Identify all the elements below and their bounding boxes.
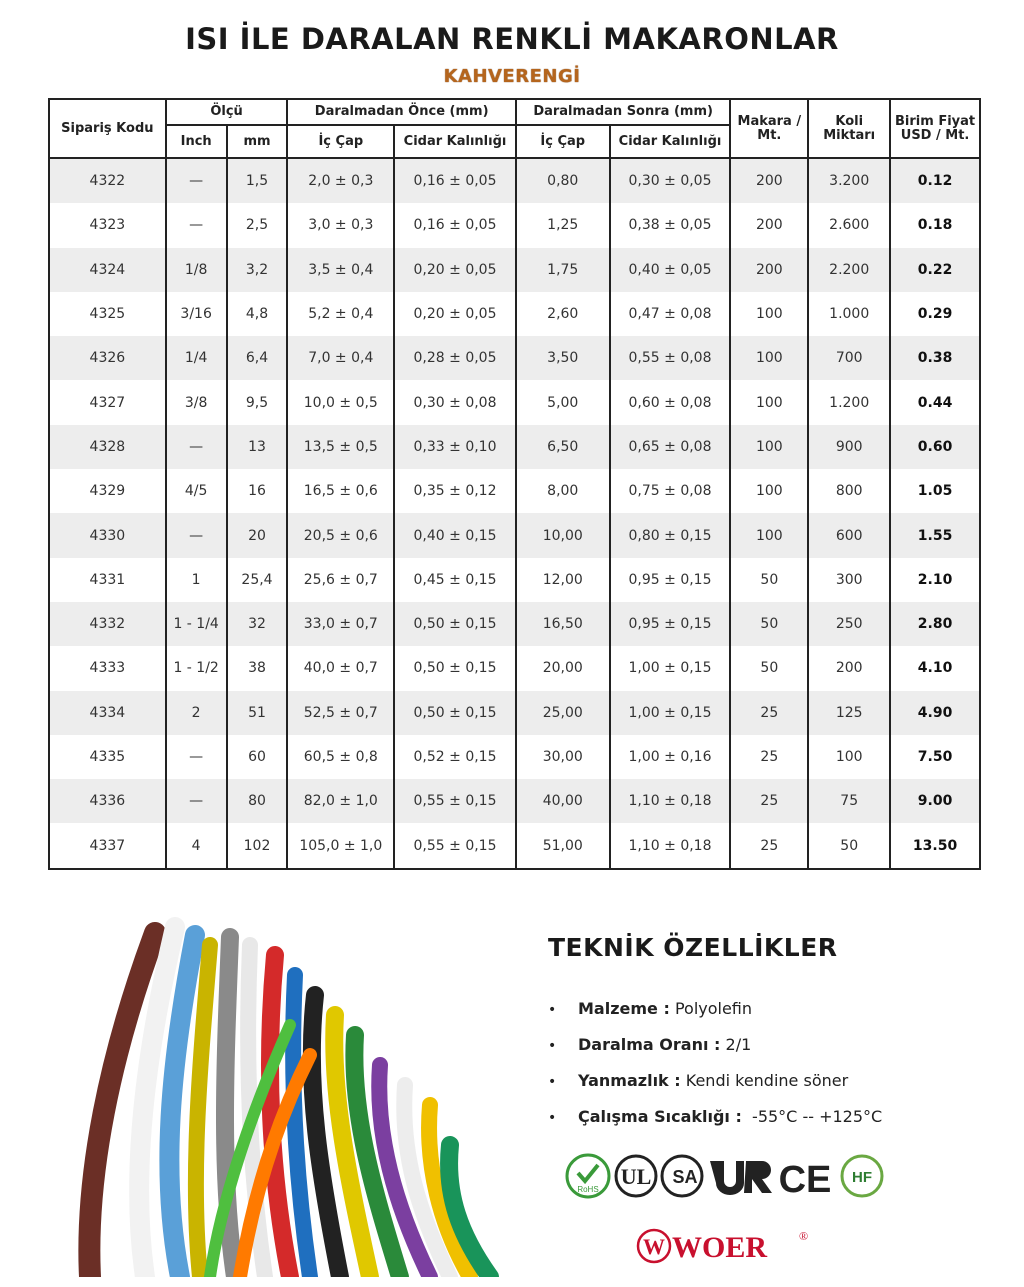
table-cell: 100 [730, 469, 808, 513]
table-cell: 200 [808, 646, 890, 690]
table-cell: 0,80 ± 0,15 [610, 513, 731, 557]
table-row [49, 158, 980, 203]
svg-text:CE: CE [778, 1159, 832, 1201]
table-cell: 16,5 ± 0,6 [287, 469, 394, 513]
table-cell: 1,00 ± 0,15 [610, 646, 731, 690]
table-cell: 9,5 [227, 380, 288, 424]
svg-text:RoHS: RoHS [577, 1185, 599, 1194]
table-cell: 13.50 [890, 823, 980, 868]
table-cell: 100 [730, 380, 808, 424]
table-cell: 1 [166, 558, 227, 602]
ce-icon [779, 1159, 832, 1201]
table-cell: 0,16 ± 0,05 [394, 158, 516, 203]
table-cell: 9.00 [890, 779, 980, 823]
table-cell: 5,2 ± 0,4 [287, 292, 394, 336]
table-cell: 40,0 ± 0,7 [287, 646, 394, 690]
svg-text:HF: HF [852, 1169, 872, 1186]
table-cell: 25,6 ± 0,7 [287, 558, 394, 602]
table-cell: 20,5 ± 0,6 [287, 513, 394, 557]
table-cell: 4329 [49, 469, 166, 513]
table-cell: 4334 [49, 691, 166, 735]
table-row [49, 779, 980, 823]
certification-logos [564, 1151, 886, 1201]
table-row [49, 558, 980, 602]
table-cell: 0,20 ± 0,05 [394, 292, 516, 336]
svg-text:W: W [643, 1234, 665, 1259]
table-cell: 20,00 [516, 646, 610, 690]
table-cell: 0,47 ± 0,08 [610, 292, 731, 336]
table-row [49, 691, 980, 735]
header-box: Koli Miktarı [808, 99, 890, 158]
header-order-code: Sipariş Kodu [49, 99, 166, 158]
table-cell: 50 [730, 646, 808, 690]
tubes-photo [50, 915, 510, 1277]
table-cell: 3.200 [808, 158, 890, 203]
table-cell: 0.44 [890, 380, 980, 424]
table-cell: 800 [808, 469, 890, 513]
table-cell: 60,5 ± 0,8 [287, 735, 394, 779]
table-cell: 100 [730, 425, 808, 469]
table-cell: 0,28 ± 0,05 [394, 336, 516, 380]
header-reel: Makara / Mt. [730, 99, 808, 158]
table-cell: 60 [227, 735, 288, 779]
color-subtitle: KAHVERENGİ [443, 66, 581, 87]
spec-item-material: • Malzeme : Polyolefin [548, 995, 882, 1031]
table-row [49, 292, 980, 336]
table-cell: 2,5 [227, 203, 288, 247]
table-cell: 51 [227, 691, 288, 735]
table-cell: 4333 [49, 646, 166, 690]
table-cell: 4325 [49, 292, 166, 336]
table-cell: 4337 [49, 823, 166, 868]
table-cell: 25,00 [516, 691, 610, 735]
table-cell: 3,50 [516, 336, 610, 380]
table-cell: 0,30 ± 0,05 [610, 158, 731, 203]
header-after-wall: Cidar Kalınlığı [610, 125, 731, 158]
table-cell: 0,52 ± 0,15 [394, 735, 516, 779]
table-cell: 20 [227, 513, 288, 557]
table-cell: 1,5 [227, 158, 288, 203]
bullet-icon: • [548, 1110, 557, 1126]
table-cell: 0,65 ± 0,08 [610, 425, 731, 469]
header-after: Daralmadan Sonra (mm) [516, 99, 731, 125]
table-cell: 2,60 [516, 292, 610, 336]
table-cell: 2 [166, 691, 227, 735]
table-cell: 0,55 ± 0,15 [394, 779, 516, 823]
table-cell: 80 [227, 779, 288, 823]
table-cell: — [166, 425, 227, 469]
spec-table [48, 98, 981, 870]
svg-text:®: ® [799, 1229, 809, 1243]
table-row [49, 735, 980, 779]
table-cell: 100 [730, 292, 808, 336]
table-row [49, 823, 980, 868]
table-row [49, 203, 980, 247]
table-cell: 250 [808, 602, 890, 646]
table-cell: 4324 [49, 248, 166, 292]
table-cell: 30,00 [516, 735, 610, 779]
table-cell: 0,75 ± 0,08 [610, 469, 731, 513]
ur-icon [710, 1161, 772, 1195]
table-cell: 0,55 ± 0,15 [394, 823, 516, 868]
table-cell: 4326 [49, 336, 166, 380]
table-cell: 3,2 [227, 248, 288, 292]
table-cell: 0.22 [890, 248, 980, 292]
table-cell: 4336 [49, 779, 166, 823]
table-cell: 1,25 [516, 203, 610, 247]
table-cell: 3/8 [166, 380, 227, 424]
table-cell: 51,00 [516, 823, 610, 868]
table-cell: 7,0 ± 0,4 [287, 336, 394, 380]
table-cell: 600 [808, 513, 890, 557]
table-cell: 1.55 [890, 513, 980, 557]
table-cell: 0.60 [890, 425, 980, 469]
table-cell: 25 [730, 735, 808, 779]
table-cell: 8,00 [516, 469, 610, 513]
table-cell: 4,8 [227, 292, 288, 336]
table-cell: 13 [227, 425, 288, 469]
table-cell: 0,95 ± 0,15 [610, 602, 731, 646]
table-cell: 13,5 ± 0,5 [287, 425, 394, 469]
table-cell: 4328 [49, 425, 166, 469]
table-cell: 52,5 ± 0,7 [287, 691, 394, 735]
table-row [49, 602, 980, 646]
table-row [49, 336, 980, 380]
table-row [49, 248, 980, 292]
header-after-inner: İç Çap [516, 125, 610, 158]
svg-text:SA: SA [672, 1167, 698, 1187]
table-cell: 4/5 [166, 469, 227, 513]
table-cell: 200 [730, 248, 808, 292]
table-cell: 1/4 [166, 336, 227, 380]
table-cell: 300 [808, 558, 890, 602]
table-cell: 50 [730, 602, 808, 646]
table-cell: 33,0 ± 0,7 [287, 602, 394, 646]
table-cell: 3/16 [166, 292, 227, 336]
table-cell: 4 [166, 823, 227, 868]
table-cell: 900 [808, 425, 890, 469]
table-cell: 0.29 [890, 292, 980, 336]
table-cell: 0,35 ± 0,12 [394, 469, 516, 513]
table-cell: 4331 [49, 558, 166, 602]
table-cell: — [166, 779, 227, 823]
table-cell: 5,00 [516, 380, 610, 424]
table-cell: 16,50 [516, 602, 610, 646]
table-cell: 10,00 [516, 513, 610, 557]
woer-logo [636, 1226, 816, 1266]
halogen-free-icon [842, 1156, 882, 1196]
table-cell: 4322 [49, 158, 166, 203]
table-cell: 100 [730, 513, 808, 557]
header-size: Ölçü [166, 99, 288, 125]
table-cell: 2.80 [890, 602, 980, 646]
table-cell: 0,50 ± 0,15 [394, 646, 516, 690]
table-cell: 25 [730, 691, 808, 735]
table-cell: 2.200 [808, 248, 890, 292]
tech-specs-list [548, 995, 882, 1139]
table-cell: 0.38 [890, 336, 980, 380]
table-cell: 3,5 ± 0,4 [287, 248, 394, 292]
table-cell: 2.600 [808, 203, 890, 247]
csa-icon [662, 1156, 702, 1196]
table-cell: 200 [730, 158, 808, 203]
table-cell: 1/8 [166, 248, 227, 292]
table-cell: 0,50 ± 0,15 [394, 691, 516, 735]
table-cell: 1,75 [516, 248, 610, 292]
table-row [49, 646, 980, 690]
table-cell: 82,0 ± 1,0 [287, 779, 394, 823]
table-cell: 0,40 ± 0,05 [610, 248, 731, 292]
table-cell: 0,40 ± 0,15 [394, 513, 516, 557]
svg-text:UL: UL [620, 1164, 652, 1189]
spec-table-body [49, 158, 980, 869]
table-cell: — [166, 158, 227, 203]
table-cell: 12,00 [516, 558, 610, 602]
table-cell: 40,00 [516, 779, 610, 823]
table-cell: 0,45 ± 0,15 [394, 558, 516, 602]
table-row [49, 513, 980, 557]
table-cell: 100 [808, 735, 890, 779]
table-cell: 0,80 [516, 158, 610, 203]
table-cell: — [166, 735, 227, 779]
table-cell: 2.10 [890, 558, 980, 602]
table-cell: 6,50 [516, 425, 610, 469]
table-cell: 1,00 ± 0,16 [610, 735, 731, 779]
table-cell: 4332 [49, 602, 166, 646]
table-cell: 38 [227, 646, 288, 690]
header-price: Birim Fiyat USD / Mt. [890, 99, 980, 158]
header-before: Daralmadan Önce (mm) [287, 99, 515, 125]
table-row [49, 380, 980, 424]
table-cell: 0,55 ± 0,08 [610, 336, 731, 380]
table-cell: 0,20 ± 0,05 [394, 248, 516, 292]
table-cell: 4323 [49, 203, 166, 247]
table-cell: 1.200 [808, 380, 890, 424]
table-cell: — [166, 203, 227, 247]
table-cell: 4327 [49, 380, 166, 424]
header-mm: mm [227, 125, 288, 158]
table-cell: 700 [808, 336, 890, 380]
table-cell: 1 - 1/2 [166, 646, 227, 690]
table-cell: 1,00 ± 0,15 [610, 691, 731, 735]
table-cell: 7.50 [890, 735, 980, 779]
bullet-icon: • [548, 1038, 557, 1054]
table-cell: 16 [227, 469, 288, 513]
table-cell: 0,33 ± 0,10 [394, 425, 516, 469]
table-cell: 0,60 ± 0,08 [610, 380, 731, 424]
table-cell: 0,30 ± 0,08 [394, 380, 516, 424]
table-row [49, 425, 980, 469]
svg-text:WOER: WOER [672, 1231, 768, 1264]
table-cell: 25 [730, 779, 808, 823]
table-cell: 75 [808, 779, 890, 823]
table-cell: 125 [808, 691, 890, 735]
table-cell: 32 [227, 602, 288, 646]
table-cell: 0,50 ± 0,15 [394, 602, 516, 646]
bullet-icon: • [548, 1074, 557, 1090]
table-cell: 0.12 [890, 158, 980, 203]
table-cell: 4.90 [890, 691, 980, 735]
table-cell: 100 [730, 336, 808, 380]
spec-item-flammability: • Yanmazlık : Kendi kendine söner [548, 1067, 882, 1103]
ul-icon [616, 1156, 656, 1196]
table-cell: 10,0 ± 0,5 [287, 380, 394, 424]
table-cell: 1 - 1/4 [166, 602, 227, 646]
table-cell: 1.05 [890, 469, 980, 513]
table-cell: 0.18 [890, 203, 980, 247]
table-cell: 50 [808, 823, 890, 868]
table-cell: 6,4 [227, 336, 288, 380]
table-cell: 1.000 [808, 292, 890, 336]
table-row [49, 469, 980, 513]
bullet-icon: • [548, 1002, 557, 1018]
spec-item-shrink-ratio: • Daralma Oranı : 2/1 [548, 1031, 882, 1067]
page-title: ISI İLE DARALAN RENKLİ MAKARONLAR [185, 22, 839, 56]
table-cell: 1,10 ± 0,18 [610, 823, 731, 868]
table-cell: 102 [227, 823, 288, 868]
table-cell: 200 [730, 203, 808, 247]
table-cell: 25 [730, 823, 808, 868]
table-cell: 2,0 ± 0,3 [287, 158, 394, 203]
table-cell: 0,38 ± 0,05 [610, 203, 731, 247]
table-cell: 0,95 ± 0,15 [610, 558, 731, 602]
header-before-inner: İç Çap [287, 125, 394, 158]
table-cell: 50 [730, 558, 808, 602]
table-cell: 4.10 [890, 646, 980, 690]
table-cell: 4330 [49, 513, 166, 557]
spec-item-temperature: • Çalışma Sıcaklığı : -55°C -- +125°C [548, 1103, 882, 1139]
table-cell: — [166, 513, 227, 557]
table-cell: 25,4 [227, 558, 288, 602]
table-cell: 1,10 ± 0,18 [610, 779, 731, 823]
header-before-wall: Cidar Kalınlığı [394, 125, 516, 158]
header-inch: Inch [166, 125, 227, 158]
table-cell: 4335 [49, 735, 166, 779]
table-cell: 0,16 ± 0,05 [394, 203, 516, 247]
table-cell: 105,0 ± 1,0 [287, 823, 394, 868]
tech-specs-title: TEKNİK ÖZELLİKLER [548, 933, 838, 962]
table-cell: 3,0 ± 0,3 [287, 203, 394, 247]
rohs-icon [567, 1155, 609, 1197]
